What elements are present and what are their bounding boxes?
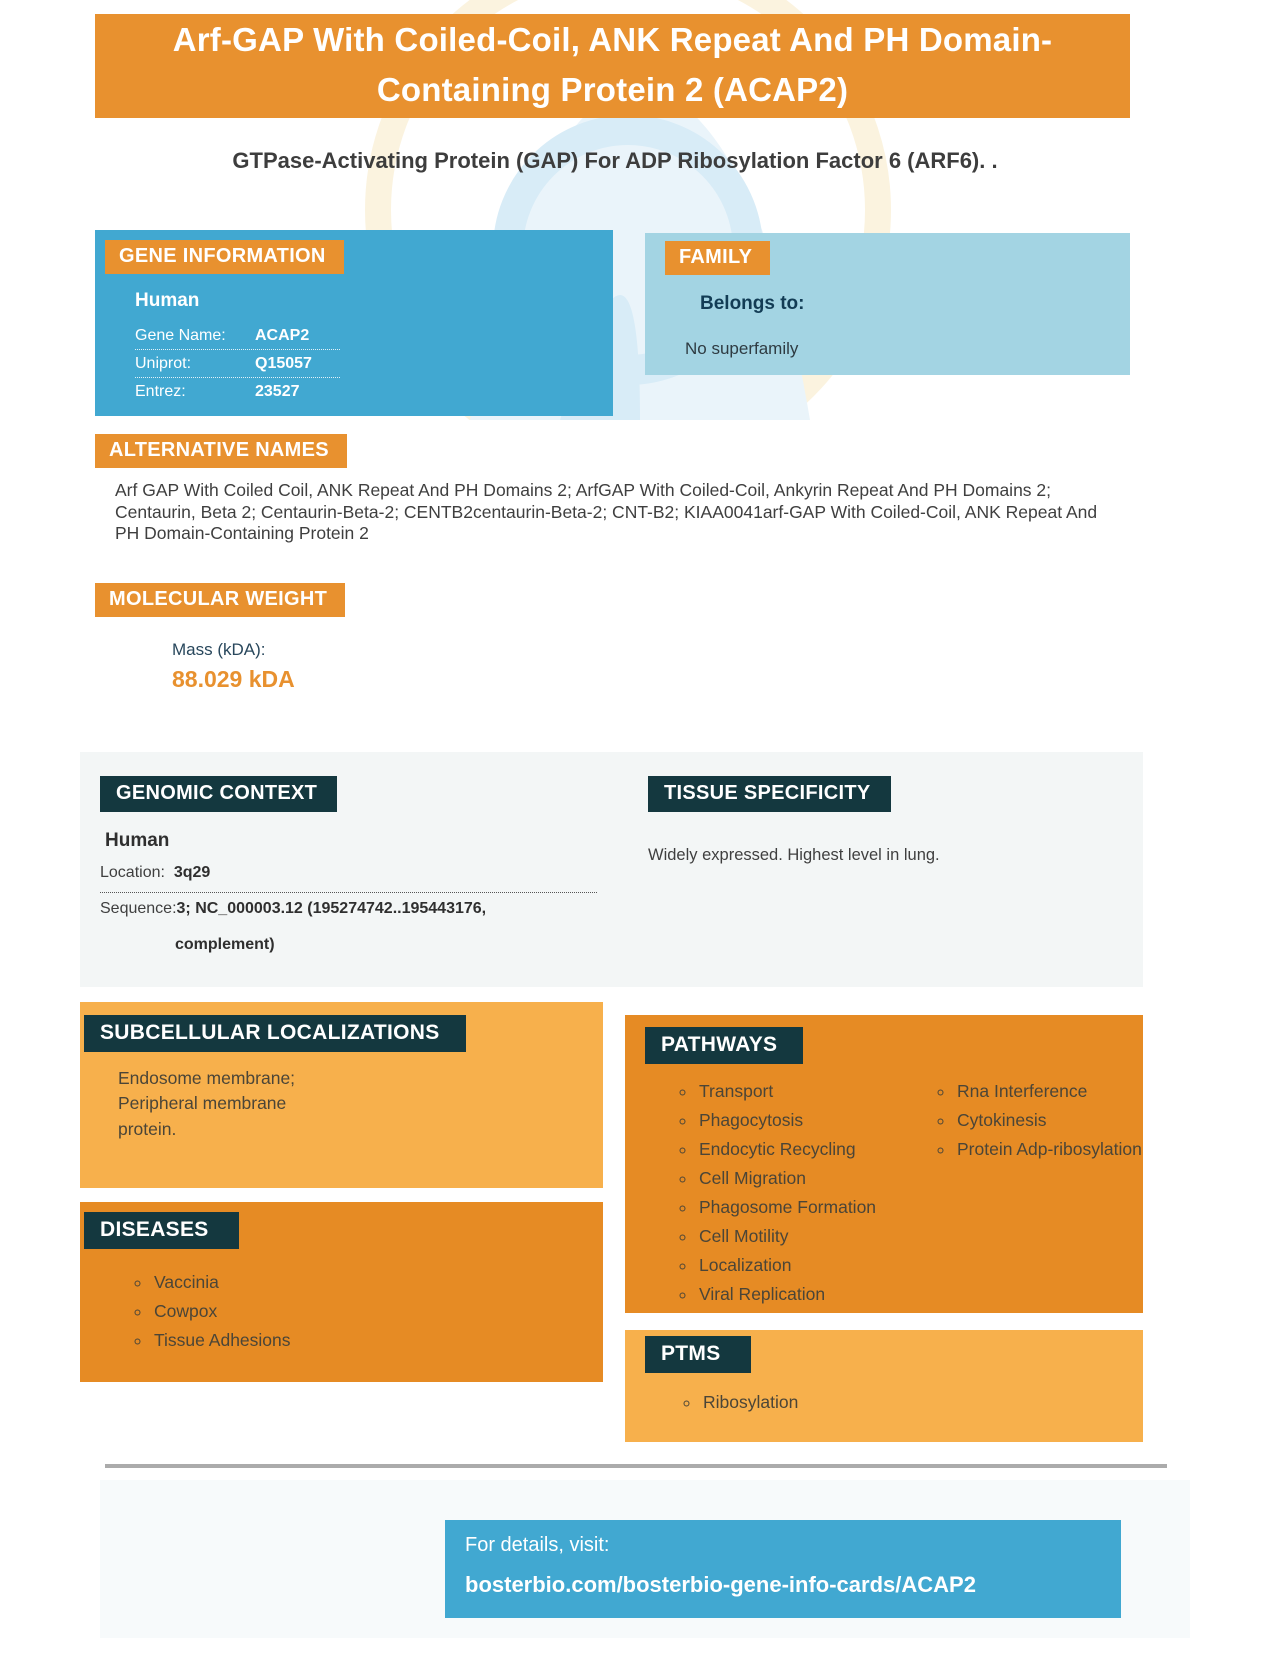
footer-divider bbox=[105, 1464, 1167, 1468]
ptms-list bbox=[701, 1392, 798, 1421]
pathways-heading: PATHWAYS bbox=[645, 1027, 803, 1064]
sequence-value-continued: complement) bbox=[175, 936, 275, 953]
pathways-list-column2 bbox=[955, 1081, 1142, 1168]
list-item: ◦ Phagosome Formation bbox=[697, 1197, 876, 1218]
gene-information-heading: GENE INFORMATION bbox=[105, 240, 344, 274]
tissue-specificity-heading: TISSUE SPECIFICITY bbox=[648, 776, 891, 812]
genomic-sequence-row bbox=[100, 900, 486, 918]
list-item: ◦ Localization bbox=[697, 1255, 876, 1276]
list-item: ◦ Cell Migration bbox=[697, 1168, 876, 1189]
family-panel bbox=[645, 233, 1130, 375]
table-row bbox=[135, 378, 340, 405]
pathways-list-column1 bbox=[697, 1081, 876, 1313]
table-row bbox=[135, 350, 340, 378]
location-label: Location: bbox=[100, 864, 165, 881]
mass-label: Mass (kDA): bbox=[172, 640, 266, 659]
footer-panel bbox=[100, 1480, 1190, 1638]
gene-information-panel bbox=[95, 230, 613, 416]
table-row bbox=[135, 322, 340, 350]
family-heading: FAMILY bbox=[665, 241, 770, 275]
entrez-label: Entrez: bbox=[135, 383, 186, 400]
mass-value: 88.029 kDA bbox=[172, 666, 295, 692]
sequence-label: Sequence: bbox=[100, 900, 177, 917]
uniprot-label: Uniprot: bbox=[135, 355, 192, 372]
uniprot-value: Q15057 bbox=[255, 355, 312, 372]
diseases-panel bbox=[80, 1202, 603, 1382]
family-belongs-label: Belongs to: bbox=[700, 293, 805, 314]
list-item: ◦ Transport bbox=[697, 1081, 876, 1102]
subcellular-line: Peripheral membrane bbox=[118, 1093, 287, 1114]
list-item: ◦ Endocytic Recycling bbox=[697, 1139, 876, 1160]
subcellular-localizations-heading: SUBCELLULAR LOCALIZATIONS bbox=[84, 1015, 466, 1052]
list-item: ◦ Ribosylation bbox=[701, 1392, 798, 1413]
molecular-weight-heading: MOLECULAR WEIGHT bbox=[95, 583, 345, 617]
entrez-value: 23527 bbox=[255, 383, 300, 400]
gene-name-value: ACAP2 bbox=[255, 327, 310, 344]
subcellular-localizations-text bbox=[118, 1066, 295, 1142]
list-item: ◦ Rna Interference bbox=[955, 1081, 1142, 1102]
genomic-context-heading: GENOMIC CONTEXT bbox=[100, 776, 337, 812]
tissue-specificity-text: Widely expressed. Highest level in lung. bbox=[648, 846, 940, 864]
footer-url-link[interactable]: bosterbio.com/bosterbio-gene-info-cards/ACAP2 bbox=[465, 1572, 976, 1597]
genomic-species: Human bbox=[105, 830, 170, 851]
diseases-list bbox=[152, 1272, 291, 1359]
list-item: ◦ Viral Replication bbox=[697, 1284, 876, 1305]
alternative-names-text: Arf GAP With Coiled Coil, ANK Repeat And PH Domains 2; ArfGAP With Coiled-Coil, Ankyrin Repeat And PH Domains 2; Centaurin, Beta 2; Centaurin-Beta-2; CENTB2centaurin-Beta-2; CNT-B2; KIAA0041arf-GAP With Coiled-Coil, ANK Repeat And PH Domain-Containing Protein 2 bbox=[115, 480, 1098, 544]
gene-name-label: Gene Name: bbox=[135, 327, 226, 344]
pathways-panel bbox=[625, 1015, 1143, 1313]
list-item: ◦ Tissue Adhesions bbox=[152, 1330, 291, 1351]
list-item: ◦ Cytokinesis bbox=[955, 1110, 1142, 1131]
page-subtitle: GTPase-Activating Protein (GAP) For ADP Ribosylation Factor 6 (ARF6). . bbox=[232, 148, 998, 173]
footer-visit-label: For details, visit: bbox=[465, 1534, 610, 1556]
footer-link-box bbox=[445, 1520, 1121, 1618]
list-item: ◦ Protein Adp-ribosylation bbox=[955, 1139, 1142, 1160]
sequence-value: 3; NC_000003.12 (195274742..195443176, bbox=[176, 900, 487, 917]
gene-information-table bbox=[135, 322, 340, 405]
subcellular-line: Endosome membrane; bbox=[118, 1068, 296, 1088]
ptms-panel bbox=[625, 1330, 1143, 1442]
ptms-heading: PTMS bbox=[645, 1336, 751, 1373]
alternative-names-heading: ALTERNATIVE NAMES bbox=[95, 434, 347, 468]
family-value: No superfamily bbox=[685, 339, 799, 358]
subcellular-localizations-panel bbox=[80, 1002, 603, 1188]
location-value: 3q29 bbox=[173, 864, 211, 881]
subcellular-line: protein. bbox=[118, 1118, 177, 1139]
genomic-location-row bbox=[100, 864, 597, 893]
genomic-tissue-panel bbox=[80, 752, 1143, 987]
gene-species: Human bbox=[135, 290, 200, 311]
list-item: ◦ Phagocytosis bbox=[697, 1110, 876, 1131]
list-item: ◦ Vaccinia bbox=[152, 1272, 291, 1293]
list-item: ◦ Cowpox bbox=[152, 1301, 291, 1322]
list-item: ◦ Cell Motility bbox=[697, 1226, 876, 1247]
diseases-heading: DISEASES bbox=[84, 1212, 239, 1249]
page-title: Arf-GAP With Coiled-Coil, ANK Repeat And PH Domain-Containing Protein 2 (ACAP2) bbox=[95, 14, 1130, 118]
